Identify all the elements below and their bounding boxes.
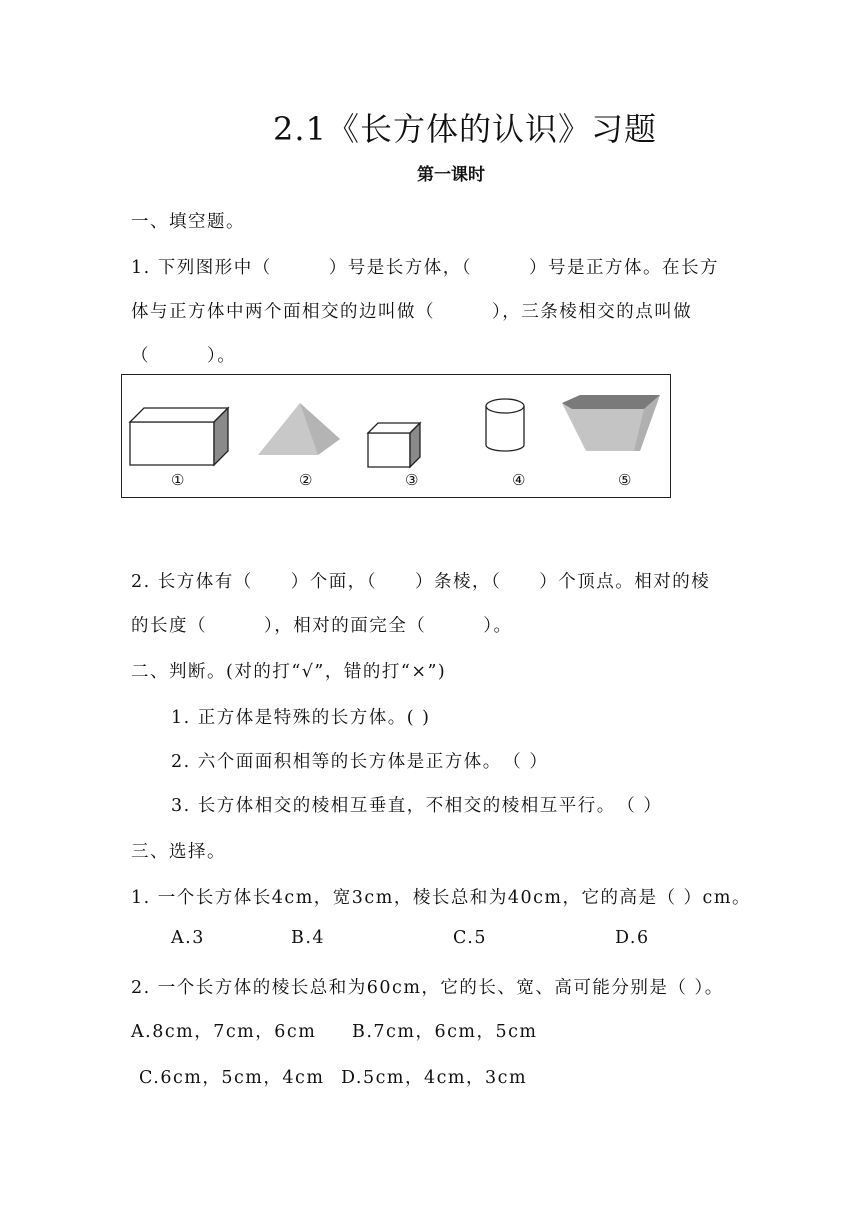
judge-item-1: 1. 正方体是特殊的长方体。( ) (171, 708, 431, 728)
figure-label-1: ① (171, 471, 185, 489)
page-subtitle: 第一课时 (417, 165, 485, 185)
choice-q2-option-a: A.8cm，7cm，6cm (131, 1022, 317, 1042)
shapes-figure (121, 374, 671, 498)
frustum-shape (562, 395, 660, 451)
cuboid-shape (130, 408, 228, 465)
q2-line2: 的长度（ ），相对的面完全（ ）。 (131, 616, 513, 636)
q1-line2: 体与正方体中两个面相交的边叫做（ ），三条棱相交的点叫做 (131, 302, 693, 322)
choice-q2-option-b: B.7cm，6cm，5cm (352, 1022, 538, 1042)
choice-q1-stem: 1. 一个长方体长4cm，宽3cm，棱长总和为40cm，它的高是（ ）cm。 (131, 888, 751, 908)
judge-item-2: 2. 六个面面积相等的长方体是正方体。 （ ） (171, 752, 549, 772)
judge-item-3: 3. 长方体相交的棱相互垂直，不相交的棱相互平行。 （ ） (171, 796, 663, 816)
choice-q2-option-c: C.6cm，5cm，4cm (139, 1068, 325, 1088)
section1-heading: 一、填空题。 (131, 212, 245, 232)
choice-q2-stem: 2. 一个长方体的棱长总和为60cm，它的长、宽、高可能分别是（ ）。 (131, 978, 724, 998)
page-title: 2.1《长方体的认识》习题 (273, 110, 657, 148)
figure-label-4: ④ (512, 471, 526, 489)
figure-label-2: ② (299, 471, 313, 489)
prism-shape (258, 403, 340, 455)
choice-q1-option-d: D.6 (615, 928, 650, 948)
figure-label-3: ③ (405, 471, 419, 489)
q1-line1: 1. 下列图形中（ ）号是长方体，（ ）号是正方体。在长方 (131, 258, 720, 278)
choice-q2-option-d: D.5cm，4cm，3cm (341, 1068, 528, 1088)
figure-label-5: ⑤ (618, 471, 632, 489)
choice-q1-option-b: B.4 (291, 928, 326, 948)
section2-heading: 二、判断。(对的打“√”，错的打“×”) (131, 662, 447, 682)
choice-q1-option-a: A.3 (171, 928, 205, 948)
cylinder-shape (486, 399, 524, 451)
cube-shape (368, 423, 420, 467)
choice-q1-option-c: C.5 (453, 928, 487, 948)
q2-line1: 2. 长方体有（ ）个面，（ ）条棱，（ ）个顶点。相对的棱 (131, 572, 711, 592)
q1-line3: （ ）。 (131, 346, 237, 366)
section3-heading: 三、选择。 (131, 842, 226, 862)
